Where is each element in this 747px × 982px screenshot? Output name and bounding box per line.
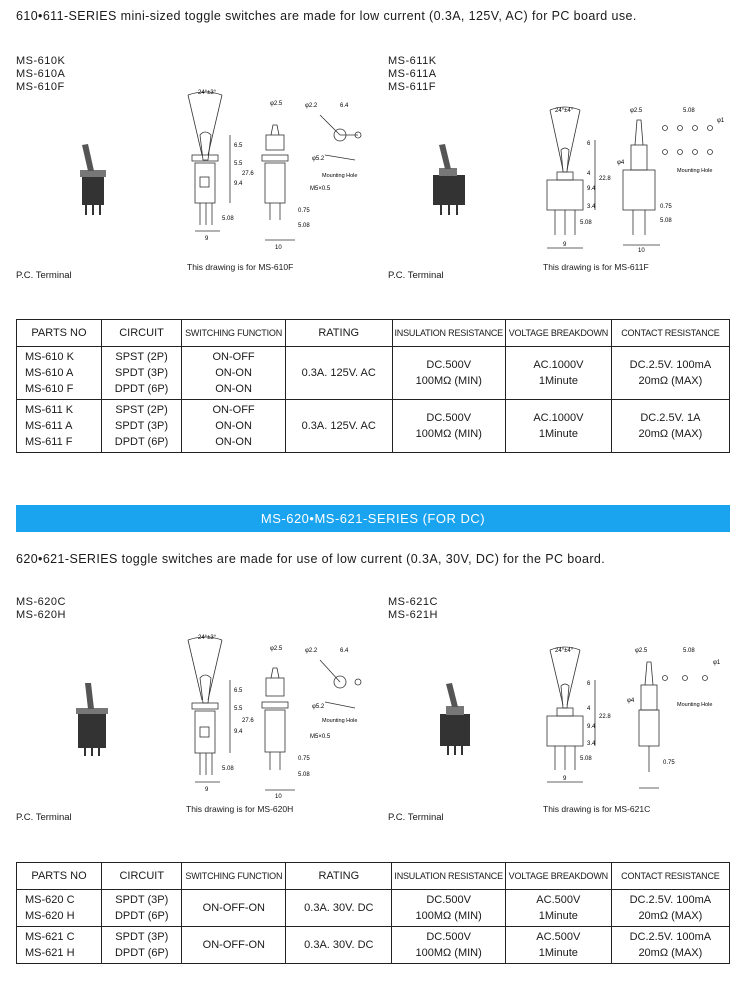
col-header: PARTS NO xyxy=(17,863,102,890)
breakdown-cell xyxy=(505,927,611,964)
mounting-hole-circle xyxy=(693,150,698,155)
dim-label: φ2.2 xyxy=(305,648,318,654)
model-name: MS-611A xyxy=(388,68,437,80)
contact-value: DC.2.5V. 100mA xyxy=(629,359,712,371)
intro-text-610-611: 610•611-SERIES mini-sized toggle switches are made for low current (0.3A, 125V, AC) for PC board use. xyxy=(16,9,637,23)
dim-label: φ4 xyxy=(617,160,625,166)
model-name: MS-621H xyxy=(388,609,438,621)
parts-cell xyxy=(17,890,102,927)
breakdown-value: 1Minute xyxy=(538,428,578,440)
dim-label: 27.6 xyxy=(242,718,254,724)
model-name: MS-621C xyxy=(388,596,438,608)
contact-value: 20mΩ (MAX) xyxy=(638,910,703,922)
dim-label: 9.4 xyxy=(587,186,596,192)
contact-value: DC.2.5V. 100mA xyxy=(629,894,712,906)
angle-line xyxy=(188,640,202,700)
circuit-cell xyxy=(101,347,181,400)
part-number: MS-611 F xyxy=(25,436,73,448)
dim-label: 24°±4° xyxy=(555,108,574,114)
rating-cell: 0.3A. 30V. DC xyxy=(286,927,392,964)
terminal-label: P.C. Terminal xyxy=(388,812,444,823)
side-nut xyxy=(262,702,288,708)
angle-line xyxy=(550,650,563,705)
angle-line xyxy=(208,640,222,700)
mounting-hole-circle xyxy=(708,126,713,131)
dim-label: 6.4 xyxy=(340,103,349,109)
dim-label: φ2.2 xyxy=(305,103,318,109)
function-value: ON-OFF xyxy=(212,351,255,363)
drawing-caption: This drawing is for MS-620H xyxy=(186,804,294,814)
leader-line xyxy=(325,155,355,160)
circuit-value: SPDT (3P) xyxy=(115,894,169,906)
dim-label: 6 xyxy=(587,681,591,687)
circuit-value: DPDT (6P) xyxy=(114,436,169,448)
model-name: MS-610K xyxy=(16,55,66,67)
intro-text-620-621: 620•621-SERIES toggle switches are made for use of low current (0.3A, 30V, DC) for the PC board. xyxy=(16,552,606,566)
model-name: MS-620H xyxy=(16,609,66,621)
side-body xyxy=(623,170,655,210)
switch-photo-611 xyxy=(425,140,475,220)
dim-label: 5.5 xyxy=(234,706,243,712)
dim-label: M5×0.5 xyxy=(310,734,331,740)
switch-bushing xyxy=(80,170,106,177)
dim-label: φ2.5 xyxy=(635,648,648,654)
insulation-cell xyxy=(392,400,506,453)
dim-label: 4 xyxy=(587,706,591,712)
parts-cell xyxy=(17,347,102,400)
insulation-cell xyxy=(392,890,506,927)
side-bushing xyxy=(266,678,284,696)
dim-label: 10 xyxy=(275,794,282,800)
dim-label: 0.75 xyxy=(298,208,310,214)
insulation-value: 100MΩ (MIN) xyxy=(415,375,482,387)
table-header-row xyxy=(17,863,730,890)
dim-label: 24°±3° xyxy=(198,90,217,96)
circuit-value: DPDT (6P) xyxy=(114,383,169,395)
model-name: MS-611K xyxy=(388,55,437,67)
dim-label: 27.6 xyxy=(242,171,254,177)
model-list-611 xyxy=(388,55,437,94)
leader-line xyxy=(320,115,340,135)
dim-label: φ2.5 xyxy=(630,108,643,114)
circuit-value: DPDT (6P) xyxy=(114,910,169,922)
col-header: CONTACT RESISTANCE xyxy=(611,863,729,890)
circuit-value: SPST (2P) xyxy=(115,351,168,363)
dim-label: 9.4 xyxy=(587,724,596,730)
toggle-lever xyxy=(439,144,451,169)
function-value: ON-ON xyxy=(215,383,252,395)
part-number: MS-621 H xyxy=(25,947,75,959)
breakdown-cell xyxy=(506,400,612,453)
insulation-value: DC.500V xyxy=(426,894,471,906)
dimension-drawing-620 xyxy=(180,630,380,800)
mounting-hole-circle xyxy=(683,676,688,681)
col-header: CIRCUIT xyxy=(102,863,182,890)
series-banner: MS-620•MS-621-SERIES (FOR DC) xyxy=(16,505,730,532)
dim-label: 9 xyxy=(205,787,209,793)
dimension-drawing-610 xyxy=(180,85,380,255)
toggle-lever xyxy=(446,683,458,707)
circuit-value: SPDT (3P) xyxy=(115,931,169,943)
side-bushing xyxy=(641,685,657,710)
insulation-cell xyxy=(392,347,506,400)
part-number: MS-611 K xyxy=(25,404,74,416)
mounting-hole-circle xyxy=(693,126,698,131)
parts-cell xyxy=(17,400,102,453)
dim-label: 6.5 xyxy=(234,688,243,694)
lever-outline xyxy=(200,132,211,160)
switch-photo-610 xyxy=(70,140,120,220)
bushing-outline xyxy=(557,708,573,716)
body-outline xyxy=(195,711,215,753)
contact-cell xyxy=(611,927,729,964)
dim-label: φ1 xyxy=(713,660,721,666)
dim-label: 6 xyxy=(587,141,591,147)
col-header: CONTACT RESISTANCE xyxy=(611,320,729,347)
mounting-hole-circle xyxy=(703,676,708,681)
mounting-hole-circle xyxy=(708,150,713,155)
side-bushing xyxy=(631,145,647,170)
drawing-caption: This drawing is for MS-610F xyxy=(187,262,294,272)
leader-line xyxy=(325,702,355,708)
breakdown-value: AC.500V xyxy=(536,894,581,906)
breakdown-value: AC.500V xyxy=(536,931,581,943)
lever-outline xyxy=(561,148,569,172)
toggle-lever xyxy=(85,683,94,709)
breakdown-value: 1Minute xyxy=(538,375,578,387)
part-number: MS-610 K xyxy=(25,351,74,363)
function-value: ON-ON xyxy=(215,367,252,379)
col-header: CIRCUIT xyxy=(101,320,181,347)
model-list-610 xyxy=(16,55,65,94)
dim-label: 5.08 xyxy=(683,108,695,114)
part-number: MS-610 F xyxy=(25,383,74,395)
contact-cell xyxy=(611,400,729,453)
model-name: MS-610A xyxy=(16,68,66,80)
insulation-value: DC.500V xyxy=(426,359,472,371)
rating-cell: 0.3A. 125V. AC xyxy=(285,400,392,453)
toggle-lever xyxy=(82,144,94,171)
terminal-label: P.C. Terminal xyxy=(16,270,72,281)
dimension-drawing-611 xyxy=(535,100,735,260)
dim-label: 5.08 xyxy=(580,220,592,226)
dim-label: 6.4 xyxy=(340,648,349,654)
side-nut xyxy=(262,155,288,161)
model-name: MS-610F xyxy=(16,81,65,93)
terminal-label: P.C. Terminal xyxy=(388,270,444,281)
circuit-value: SPST (2P) xyxy=(115,404,168,416)
dim-label: 4 xyxy=(587,171,591,177)
mounting-hole-circle xyxy=(355,679,361,685)
dim-label: 5.08 xyxy=(683,648,695,654)
switch-bushing xyxy=(439,168,457,176)
insulation-cell xyxy=(392,927,506,964)
mounting-hole-label: Mounting Hole xyxy=(322,173,358,179)
dim-label: φ1 xyxy=(717,118,725,124)
col-header: RATING xyxy=(285,320,392,347)
parts-cell xyxy=(17,927,102,964)
function-cell xyxy=(182,400,286,453)
mounting-hole-circle xyxy=(663,150,668,155)
dim-label: 0.75 xyxy=(660,204,672,210)
dim-label: 22.8 xyxy=(599,714,611,720)
part-number: MS-620 H xyxy=(25,910,75,922)
insulation-value: DC.500V xyxy=(426,412,472,424)
nut-outline xyxy=(192,703,218,709)
table-row xyxy=(17,400,730,453)
insulation-value: 100MΩ (MIN) xyxy=(415,910,482,922)
col-header: INSULATION RESISTANCE xyxy=(392,863,506,890)
mounting-hole-circle xyxy=(663,126,668,131)
switch-photo-620 xyxy=(68,680,118,760)
part-number: MS-610 A xyxy=(25,367,74,379)
side-lever xyxy=(635,120,643,145)
dim-label: 3.4 xyxy=(587,741,596,747)
table-row xyxy=(17,890,730,927)
model-name: MS-611F xyxy=(388,81,436,93)
dim-label: φ4 xyxy=(627,698,635,704)
switch-body xyxy=(440,714,470,746)
side-lever xyxy=(645,662,653,685)
function-cell: ON-OFF-ON xyxy=(182,927,286,964)
spec-table-620-621 xyxy=(16,862,730,964)
rating-cell: 0.3A. 125V. AC xyxy=(285,347,392,400)
drawing-caption: This drawing is for MS-611F xyxy=(543,262,649,272)
table-row xyxy=(17,347,730,400)
mounting-hole-label: Mounting Hole xyxy=(677,168,713,174)
dim-label: 0.75 xyxy=(298,756,310,762)
part-number: MS-621 C xyxy=(25,931,75,943)
table-header-row xyxy=(17,320,730,347)
dim-label: 9.4 xyxy=(234,181,243,187)
drawing-caption: This drawing is for MS-621C xyxy=(543,804,651,814)
switch-body xyxy=(433,175,465,205)
side-body xyxy=(265,710,285,752)
part-number: MS-611 A xyxy=(25,420,73,432)
switch-photo-621 xyxy=(432,680,482,760)
function-value: ON-ON xyxy=(215,436,252,448)
contact-value: DC.2.5V. 1A xyxy=(640,412,701,424)
function-value: ON-ON xyxy=(215,420,252,432)
bushing-outline xyxy=(557,172,573,180)
circuit-cell xyxy=(102,927,182,964)
dim-label: 10 xyxy=(275,245,282,251)
dim-label: 5.5 xyxy=(234,161,243,167)
dim-label: 5.08 xyxy=(298,223,310,229)
lever-outline xyxy=(561,684,569,708)
dim-label: 10 xyxy=(638,248,645,254)
dim-label: 5.08 xyxy=(298,772,310,778)
breakdown-value: 1Minute xyxy=(538,910,578,922)
dim-label: 5.08 xyxy=(580,756,592,762)
mounting-hole-circle xyxy=(678,126,683,131)
mounting-hole-label: Mounting Hole xyxy=(322,718,358,724)
col-header: SWITCHING FUNCTION xyxy=(182,320,286,347)
model-list-620 xyxy=(16,596,66,622)
dim-label: M5×0.5 xyxy=(310,186,331,192)
mounting-hole-circle xyxy=(663,676,668,681)
circuit-cell xyxy=(102,890,182,927)
contact-value: 20mΩ (MAX) xyxy=(638,428,703,440)
switch-bushing xyxy=(446,706,464,715)
function-cell xyxy=(182,347,286,400)
contact-value: DC.2.5V. 100mA xyxy=(629,931,712,943)
breakdown-cell xyxy=(505,890,611,927)
table-row xyxy=(17,927,730,964)
body-outline xyxy=(547,716,583,746)
circuit-value: SPDT (3P) xyxy=(115,367,169,379)
side-bushing xyxy=(266,135,284,150)
dim-label: φ5.2 xyxy=(312,156,325,162)
angle-line xyxy=(188,95,202,155)
dim-label: 5.08 xyxy=(660,218,672,224)
dim-label: 24°±3° xyxy=(198,635,217,641)
col-header: RATING xyxy=(286,863,392,890)
insulation-value: 100MΩ (MIN) xyxy=(415,947,482,959)
col-header: SWITCHING FUNCTION xyxy=(182,863,286,890)
col-header: PARTS NO xyxy=(17,320,102,347)
angle-line xyxy=(567,110,580,170)
insulation-value: 100MΩ (MIN) xyxy=(415,428,482,440)
switch-body xyxy=(82,175,104,205)
insulation-value: DC.500V xyxy=(426,931,471,943)
model-name: MS-620C xyxy=(16,596,66,608)
spec-table-610-611 xyxy=(16,319,730,453)
dim-label: 9 xyxy=(563,776,567,782)
part-number: MS-620 C xyxy=(25,894,75,906)
dim-label: 22.8 xyxy=(599,176,611,182)
leader-line xyxy=(320,660,340,682)
side-lever xyxy=(271,668,279,678)
angle-line xyxy=(567,650,580,705)
side-body xyxy=(265,163,285,203)
dim-label: φ2.5 xyxy=(270,101,283,107)
side-body xyxy=(639,710,659,746)
body-outline xyxy=(547,180,583,210)
mounting-hole-label: Mounting Hole xyxy=(677,702,713,708)
contact-cell xyxy=(611,347,729,400)
circuit-cell xyxy=(101,400,181,453)
dim-label: 5.08 xyxy=(222,216,234,222)
terminal-label: P.C. Terminal xyxy=(16,812,72,823)
breakdown-value: AC.1000V xyxy=(533,359,584,371)
body-detail xyxy=(200,727,209,737)
dim-label: 6.5 xyxy=(234,143,243,149)
col-header: VOLTAGE BREAKDOWN xyxy=(505,863,611,890)
dim-label: 5.08 xyxy=(222,766,234,772)
col-header: VOLTAGE BREAKDOWN xyxy=(506,320,612,347)
circuit-value: DPDT (6P) xyxy=(114,947,169,959)
dim-label: 9 xyxy=(563,242,567,248)
col-header: INSULATION RESISTANCE xyxy=(392,320,506,347)
dim-label: 24°±4° xyxy=(555,648,574,654)
breakdown-value: 1Minute xyxy=(538,947,578,959)
body-detail xyxy=(200,177,209,187)
function-value: ON-OFF xyxy=(212,404,255,416)
contact-value: 20mΩ (MAX) xyxy=(638,947,703,959)
contact-value: 20mΩ (MAX) xyxy=(638,375,703,387)
dim-label: 9.4 xyxy=(234,729,243,735)
rating-cell: 0.3A. 30V. DC xyxy=(286,890,392,927)
angle-line xyxy=(208,95,222,155)
dim-label: 9 xyxy=(205,236,209,242)
breakdown-cell xyxy=(506,347,612,400)
dim-label: φ2.5 xyxy=(270,646,283,652)
dim-label: 3.4 xyxy=(587,204,596,210)
model-list-621 xyxy=(388,596,438,622)
dim-label: 0.75 xyxy=(663,760,675,766)
mounting-hole-circle xyxy=(678,150,683,155)
dimension-drawing-621 xyxy=(535,640,735,800)
switch-body xyxy=(78,712,106,748)
dim-label: φ5.2 xyxy=(312,704,325,710)
contact-cell xyxy=(611,890,729,927)
angle-line xyxy=(550,110,563,170)
breakdown-value: AC.1000V xyxy=(533,412,584,424)
function-cell: ON-OFF-ON xyxy=(182,890,286,927)
body-outline xyxy=(195,163,215,203)
side-lever xyxy=(271,125,279,135)
circuit-value: SPDT (3P) xyxy=(115,420,169,432)
